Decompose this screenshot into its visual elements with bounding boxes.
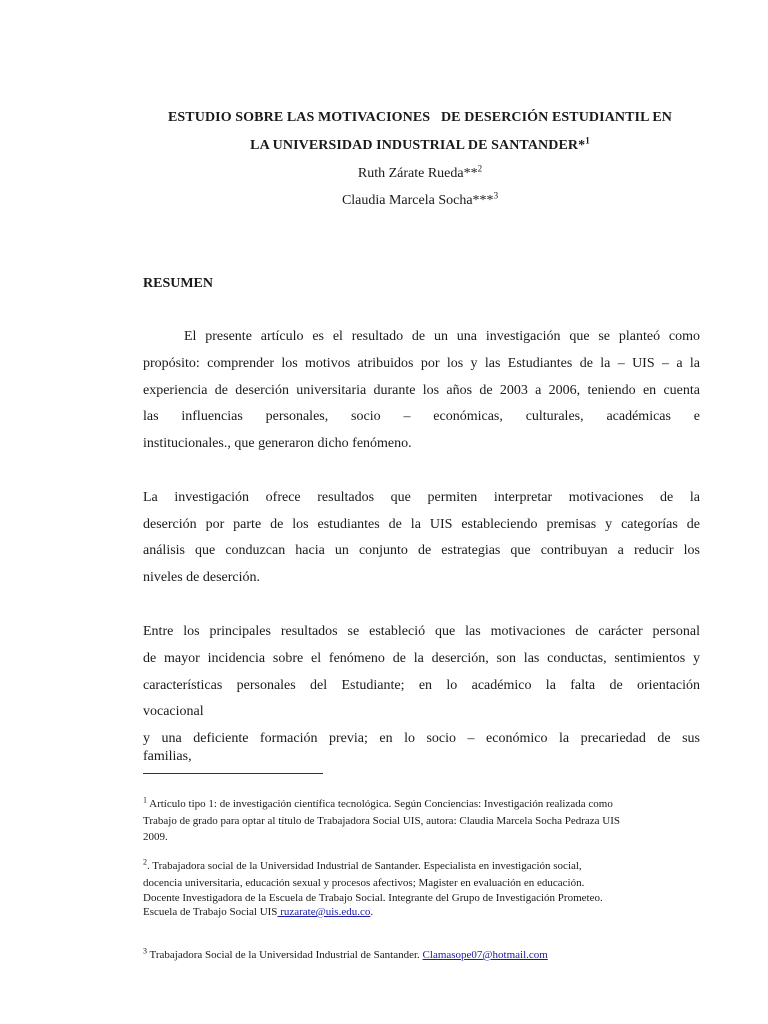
author-2-footnote-marker: 3 <box>493 190 499 201</box>
paragraph-2-line: niveles de deserción. <box>143 570 261 585</box>
paragraph-2-line: La investigación ofrece resultados que permiten interpretar motivaciones de la <box>143 490 700 505</box>
author-1 <box>100 163 740 182</box>
footnote-2-line: docencia universitaria, educación sexual y procesos afectivos; Magister en evaluación en educación. <box>143 877 585 889</box>
footnote-2-period: . <box>370 906 374 918</box>
footnote-1-line <box>143 797 703 811</box>
footnote-2-text: . Trabajadora social de la Universidad Industrial de Santander. Especialista en investigación social, <box>147 860 582 872</box>
title-line-2-text: LA UNIVERSIDAD INDUSTRIAL DE SANTANDER* <box>250 138 586 153</box>
footnote-2-line <box>143 859 703 873</box>
footnote-1-line: Trabajo de grado para optar al título de Trabajadora Social UIS, autora: Claudia Marcela Socha Pedraza UIS <box>143 815 621 827</box>
author-1-footnote-marker: 2 <box>477 163 483 174</box>
footnote-3-text: Trabajadora Social de la Universidad Industrial de Santander. <box>147 949 423 961</box>
footnote-3-email-link[interactable]: Clamasope07@hotmail.com <box>422 949 548 961</box>
title-footnote-marker: 1 <box>585 135 590 146</box>
author-2-name: Claudia Marcela Socha*** <box>341 193 494 208</box>
footnote-2-line: Docente Investigadora de la Escuela de Trabajo Social. Integrante del Grupo de Investigación Prometeo. <box>143 892 603 904</box>
title-line-2 <box>100 135 740 154</box>
footnote-2-email-link[interactable]: ruzarate@uis.edu.co <box>277 906 371 918</box>
footnote-1-number: 1 <box>143 795 147 805</box>
paragraph-1-line: propósito: comprender los motivos atribuidos por los y las Estudiantes de la – UIS – a la <box>143 356 700 371</box>
footnote-separator <box>143 773 323 774</box>
footnote-2-line <box>143 905 703 919</box>
footnote-2-school: Escuela de Trabajo Social UIS <box>143 906 278 918</box>
footnote-2-number: 2 <box>143 857 147 867</box>
paragraph-1-line: las influencias personales, socio – económicas, culturales, académicas e <box>143 409 700 424</box>
paragraph-1-line: El presente artículo es el resultado de un una investigación que se planteó como <box>184 329 700 344</box>
paragraph-3-line: vocacional <box>143 704 204 719</box>
abstract-heading: RESUMEN <box>143 276 214 291</box>
paragraph-1-line: institucionales., que generaron dicho fenómeno. <box>143 436 412 451</box>
paragraph-2-line: deserción por parte de los estudiantes de la UIS estableciendo premisas y categorías de <box>143 517 700 532</box>
paragraph-3-line: Entre los principales resultados se estableció que las motivaciones de carácter personal <box>143 624 700 639</box>
footnote-1-text: Artículo tipo 1: de investigación científica tecnológica. Según Conciencias: Investigación realizada como <box>147 798 613 810</box>
paragraph-3-line: y una deficiente formación previa; en lo socio – económico la precariedad de sus <box>143 731 700 746</box>
paragraph-3-line: características personales del Estudiante; en lo académico la falta de orientación <box>143 678 700 693</box>
footnote-3-line <box>143 948 703 962</box>
author-2 <box>100 190 740 209</box>
title-line-1: ESTUDIO SOBRE LAS MOTIVACIONES DE DESERCIÓN ESTUDIANTIL EN <box>167 110 673 125</box>
paragraph-3-line: familias, <box>143 749 192 764</box>
author-1-name: Ruth Zárate Rueda** <box>357 166 478 181</box>
footnote-3-number: 3 <box>143 946 147 956</box>
paragraph-3-line: de mayor incidencia sobre el fenómeno de la deserción, son las conductas, sentimientos y <box>143 651 700 666</box>
footnote-1-line: 2009. <box>143 831 168 843</box>
paragraph-1-line: experiencia de deserción universitaria durante los años de 2003 a 2006, teniendo en cuenta <box>143 383 700 398</box>
paragraph-2-line: análisis que conduzcan hacia un conjunto de estrategias que contribuyan a reducir los <box>143 543 700 558</box>
